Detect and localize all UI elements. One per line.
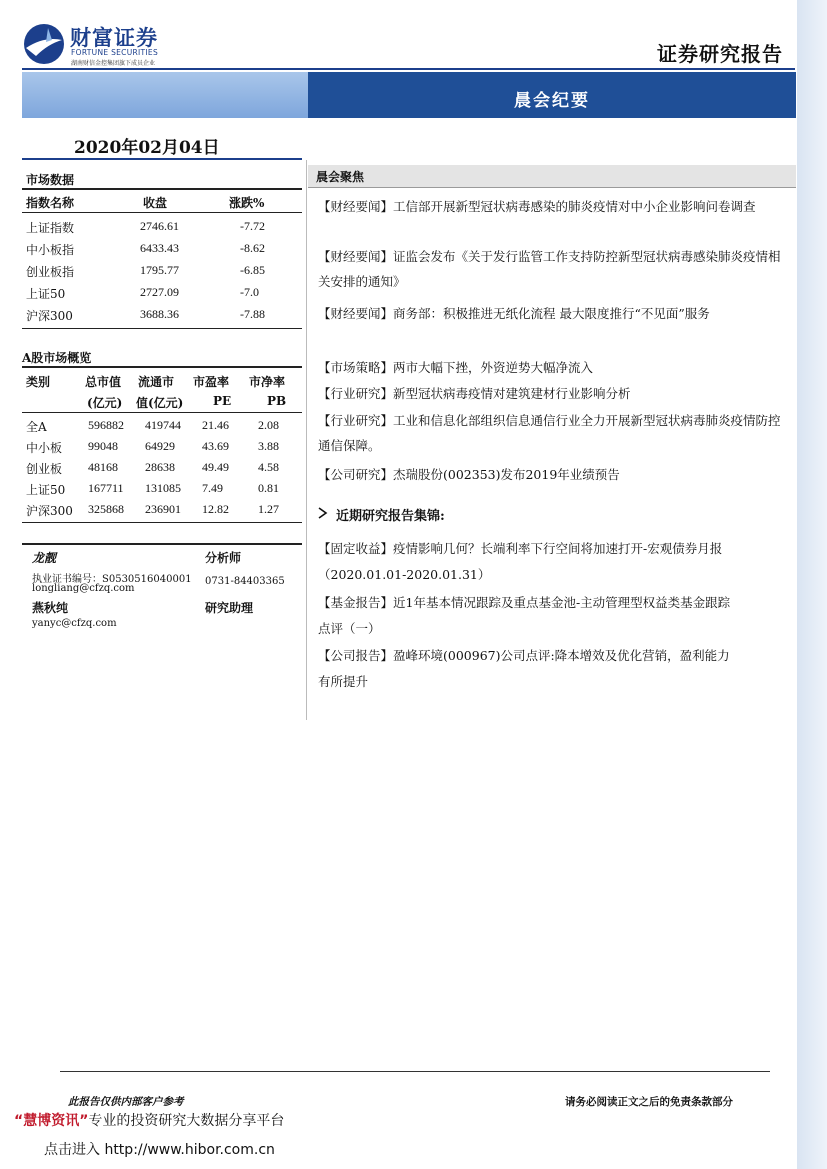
a-share-row-total: 99048 [88, 439, 118, 453]
market-row-name: 上证指数 [26, 221, 75, 235]
market-row-close: 6433.43 [140, 241, 179, 255]
market-col-change: 涨跌% [229, 196, 265, 210]
a-share-row-float: 131085 [145, 481, 181, 495]
promo-link[interactable]: 点击进入 http://www.hibor.com.cn [44, 1142, 275, 1158]
a-share-row-float: 419744 [145, 418, 181, 432]
a-share-col-category: 类别 [26, 375, 51, 389]
market-rule-top [22, 188, 302, 190]
market-row-name: 沪深300 [26, 309, 73, 323]
a-share-rule-mid [22, 412, 302, 413]
a-share-col-total-cap: 总市值 [85, 375, 122, 389]
focus-bar [308, 165, 796, 188]
report-item: 【基金报告】近1年基本情况跟踪及重点基金池-主动管理型权益类基金跟踪点评（一） [318, 595, 731, 636]
assistant-email[interactable]: yanyc@cfzq.com [32, 618, 117, 629]
market-row-change: -7.0 [240, 285, 259, 299]
a-share-row-category: 上证50 [26, 483, 66, 497]
logo-text: 财富证券 [70, 26, 158, 50]
news-item: 【财经要闻】证监会发布《关于发行监管工作支持防控新型冠状病毒感染肺炎疫情相关安排的通知》 [318, 249, 781, 289]
collection-title: 近期研究报告集锦: [336, 509, 445, 524]
a-share-row-category: 中小板 [26, 441, 63, 455]
a-share-title: A股市场概览 [22, 351, 92, 365]
footer-rule [60, 1071, 770, 1072]
market-data-title: 市场数据 [26, 173, 75, 187]
a-share-row-total: 325868 [88, 502, 124, 516]
logo-icon [22, 22, 66, 66]
a-share-row-total: 48168 [88, 460, 118, 474]
band-left [22, 72, 308, 118]
a-share-row-float: 236901 [145, 502, 181, 516]
market-rule-bottom [22, 328, 302, 329]
a-share-col-pb-unit: PB [267, 394, 287, 408]
header-rule [22, 68, 795, 70]
a-share-row-pb: 2.08 [258, 418, 279, 432]
footer-disclaimer-right: 请务必阅读正文之后的免责条款部分 [565, 1096, 733, 1108]
a-share-row-total: 596882 [88, 418, 124, 432]
side-strip [797, 0, 827, 1169]
a-share-row-pe: 12.82 [202, 502, 229, 516]
date-rule [22, 158, 302, 160]
column-divider [306, 160, 307, 720]
a-share-row-pe: 43.69 [202, 439, 229, 453]
market-row-close: 2746.61 [140, 219, 179, 233]
a-share-row-category: 全A [26, 420, 47, 434]
report-date: 2020年02月04日 [74, 138, 220, 158]
a-share-col-float-cap-unit: 值(亿元) [136, 396, 184, 410]
market-row-name: 中小板指 [26, 243, 75, 257]
promo-line [14, 1110, 284, 1130]
promo-brand: “慧博资讯” [14, 1113, 89, 1129]
footer-disclaimer-left: 此报告仅供内部客户参考 [68, 1096, 184, 1108]
analyst-role: 分析师 [205, 551, 242, 565]
a-share-col-pb: 市净率 [249, 375, 286, 389]
market-col-name: 指数名称 [26, 196, 75, 210]
news-item: 【财经要闻】商务部：积极推进无纸化流程 最大限度推行“不见面”服务 [318, 306, 710, 321]
news-item: 【财经要闻】工信部开展新型冠状病毒感染的肺炎疫情对中小企业影响问卷调查 [318, 199, 756, 214]
a-share-row-pb: 4.58 [258, 460, 279, 474]
market-row-name: 创业板指 [26, 265, 75, 279]
a-share-rule-bottom [22, 522, 302, 523]
assistant-name: 燕秋纯 [32, 601, 69, 615]
market-row-close: 1795.77 [140, 263, 179, 277]
focus-title: 晨会聚焦 [316, 170, 365, 184]
market-row-change: -7.72 [240, 219, 265, 233]
a-share-col-pe-unit: PE [213, 394, 232, 408]
a-share-row-float: 28638 [145, 460, 175, 474]
logo-english: FORTUNE SECURITIES [71, 48, 159, 57]
report-item: 【公司报告】盈峰环境(000967)公司点评:降本增效及优化营销，盈利能力有所提升 [318, 648, 730, 689]
market-row-name: 上证50 [26, 287, 66, 301]
assistant-role: 研究助理 [205, 601, 254, 615]
a-share-row-pe: 21.46 [202, 418, 229, 432]
a-share-col-float-cap: 流通市 [138, 375, 175, 389]
a-share-col-pe: 市盈率 [193, 375, 230, 389]
report-item: 【固定收益】疫情影响几何？长端利率下行空间将加速打开-宏观债券月报（2020.01.01-2020.01.31） [318, 541, 723, 582]
market-rule-mid [22, 212, 302, 213]
market-row-change: -6.85 [240, 263, 265, 277]
promo-text: 专业的投资研究大数据分享平台 [88, 1113, 285, 1129]
document-type: 证券研究报告 [657, 42, 783, 66]
a-share-row-total: 167711 [88, 481, 124, 495]
a-share-row-category: 沪深300 [26, 504, 73, 518]
news-item: 【行业研究】工业和信息化部组织信息通信行业全力开展新型冠状病毒肺炎疫情防控通信保障。 [318, 413, 781, 453]
analyst-cert: 执业证书编号：S0530516040001 [32, 574, 192, 585]
arrow-right-icon [318, 507, 328, 519]
a-share-col-total-cap-unit: (亿元) [87, 396, 123, 410]
news-item: 【公司研究】杰瑞股份(002353)发布2019年业绩预告 [318, 467, 620, 482]
market-row-close: 3688.36 [140, 307, 179, 321]
a-share-row-category: 创业板 [26, 462, 63, 476]
a-share-row-float: 64929 [145, 439, 175, 453]
logo-subtitle: 湖南财信金控集团旗下成员企业 [71, 60, 156, 67]
analyst-email[interactable]: longliang@cfzq.com [32, 583, 135, 594]
a-share-row-pb: 0.81 [258, 481, 279, 495]
a-share-row-pb: 1.27 [258, 502, 279, 516]
news-item: 【行业研究】新型冠状病毒疫情对建筑建材行业影响分析 [318, 386, 631, 401]
analyst-name: 龙靓 [32, 551, 57, 565]
a-share-rule-top [22, 366, 302, 368]
news-item: 【市场策略】两市大幅下挫，外资逆势大幅净流入 [318, 360, 594, 375]
a-share-row-pe: 49.49 [202, 460, 229, 474]
analyst-phone: 0731-84403365 [205, 576, 285, 587]
market-row-change: -7.88 [240, 307, 265, 321]
market-row-change: -8.62 [240, 241, 265, 255]
a-share-row-pe: 7.49 [202, 481, 223, 495]
band-title: 晨会纪要 [514, 91, 590, 111]
market-row-close: 2727.09 [140, 285, 179, 299]
analyst-rule [22, 543, 302, 545]
market-col-close: 收盘 [143, 196, 168, 210]
a-share-row-pb: 3.88 [258, 439, 279, 453]
